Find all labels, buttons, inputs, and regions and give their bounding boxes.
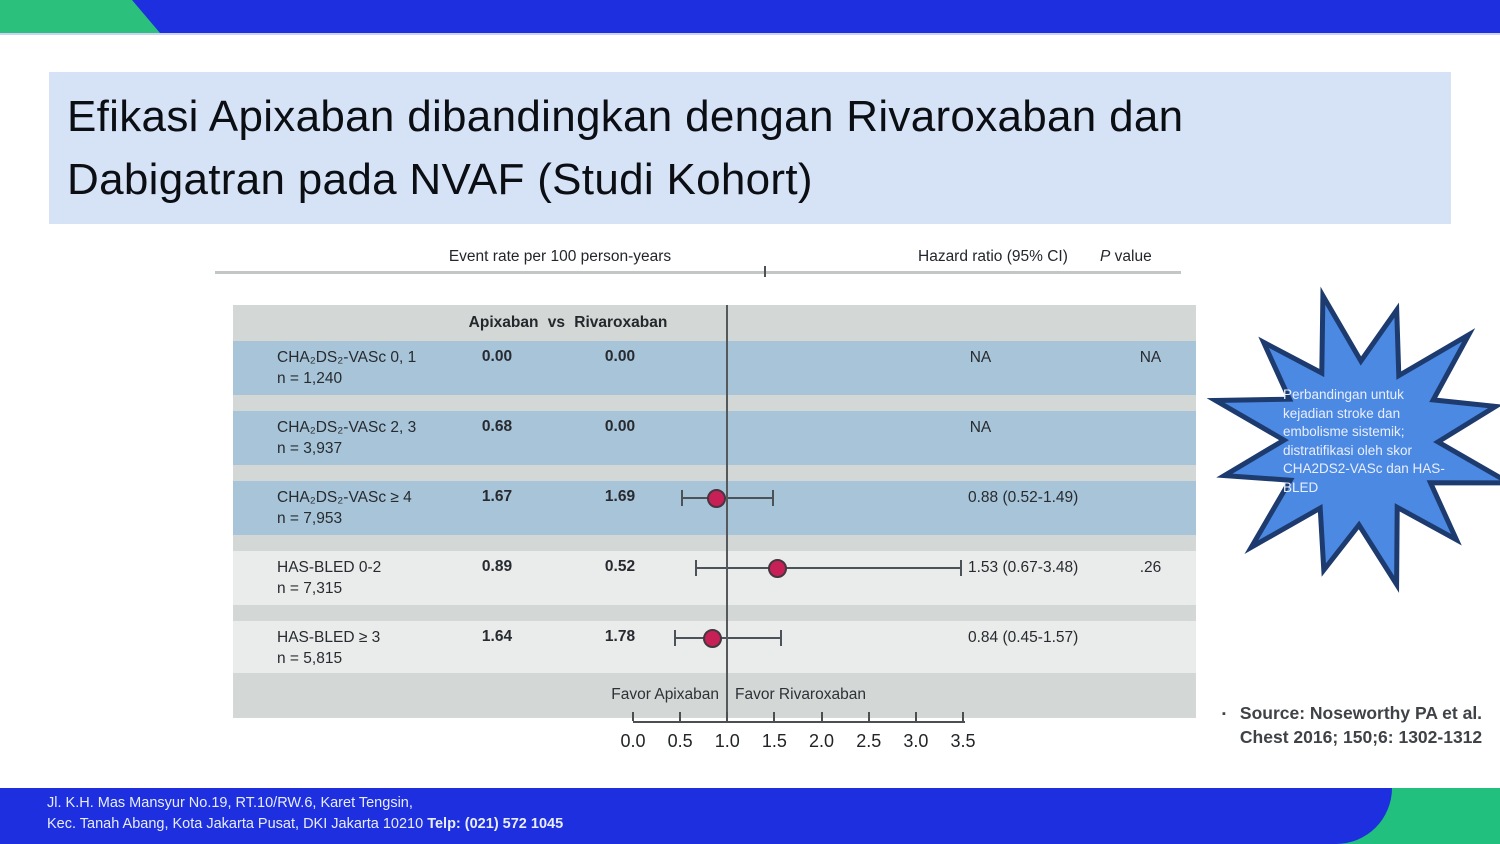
hazard-ratio-value: 0.88 (0.52-1.49) [968,489,1079,506]
reference-line [726,305,728,718]
source-citation [1222,702,1484,749]
hazard-ratio-value: 1.53 (0.67-3.48) [968,559,1079,576]
callout-text: Perbandingan untuk kejadian stroke dan embolisme sistemik; distratifikasi oleh skor CHA2DS2-VASc dan HAS-BLED [1283,387,1445,495]
hazard-ratio-value: NA [969,419,992,436]
x-axis-tick-label: 1.0 [714,731,740,751]
ci-cap-high [772,490,774,506]
rivaroxaban-rate-value: 1.78 [604,628,636,645]
ci-cap-low [674,630,676,646]
table-row [233,551,1196,605]
footer-address-line2: Kec. Tanah Abang, Kota Jakarta Pusat, DKI Jakarta 10210 Telp: (021) 572 1045 [47,816,564,832]
event-rate-header: Event rate per 100 person-years [448,248,672,265]
apixaban-rate-value: 0.68 [481,418,513,435]
header-rule-tick [764,266,766,277]
footer-phone: Telp: (021) 572 1045 [427,816,564,832]
p-value-header-rest: value [1110,248,1152,265]
row-label-n: n = 3,937 [277,440,343,457]
p-value: NA [1139,349,1162,366]
x-axis-tick-label: 3.0 [903,731,929,751]
row-label-main: HAS-BLED ≥ 3 [277,629,381,646]
row-label-n: n = 5,815 [277,650,343,667]
row-label [277,627,380,669]
footer-address-line1: Jl. K.H. Mas Mansyur No.19, RT.10/RW.6, Karet Tengsin, [47,795,413,811]
p-value-header [1100,248,1152,266]
header-rule [215,271,1181,274]
row-label-n: n = 7,953 [277,510,343,527]
title-box [49,72,1451,224]
top-ribbon-divider [0,33,1500,35]
x-axis-tick-label: 0.5 [667,731,693,751]
rivaroxaban-rate-value: 0.00 [604,418,636,435]
rivaroxaban-rate-value: 1.69 [604,488,636,505]
row-label [277,557,381,599]
comparison-group-header: Apixaban vs Rivaroxaban [468,314,668,331]
row-label-n: n = 1,240 [277,370,343,387]
table-row [233,411,1196,465]
ci-cap-high [780,630,782,646]
ci-cap-low [681,490,683,506]
ci-interval-line [696,567,961,569]
x-axis-tick-label: 2.5 [856,731,882,751]
p-value: .26 [1139,559,1162,576]
x-axis-tick [679,712,681,721]
favor-apixaban-label: Favor Apixaban [611,686,719,703]
x-axis-tick [868,712,870,721]
hazard-ratio-point [768,559,787,578]
favor-rivaroxaban-label: Favor Rivaroxaban [735,686,866,703]
forest-plot-table [233,305,1196,718]
slide-title-line1: Efikasi Apixaban dibandingkan dengan Rivaroxaban dan [67,92,1184,141]
x-axis-tick-label: 1.5 [761,731,787,751]
ci-cap-low [695,560,697,576]
apixaban-rate-value: 0.89 [481,558,513,575]
x-axis-tick-label: 3.5 [950,731,976,751]
row-label-main: CHA₂DS₂-VASc 2, 3 [277,419,417,436]
x-axis-tick [773,712,775,721]
hazard-ratio-value: 0.84 (0.45-1.57) [968,629,1079,646]
top-ribbon-blue [0,0,1500,33]
p-value-header-italic: P [1100,248,1111,265]
rivaroxaban-rate-value: 0.00 [604,348,636,365]
row-label [277,417,416,459]
hazard-ratio-point [703,629,722,648]
source-bullet-icon: ▪ [1222,708,1226,720]
hazard-ratio-value: NA [969,349,992,366]
row-label-n: n = 7,315 [277,580,343,597]
apixaban-rate-value: 0.00 [481,348,513,365]
table-row [233,621,1196,673]
apixaban-rate-value: 1.64 [481,628,513,645]
row-label [277,347,416,389]
row-label-main: CHA₂DS₂-VASc ≥ 4 [277,489,412,506]
rivaroxaban-rate-value: 0.52 [604,558,636,575]
x-axis-tick [915,712,917,721]
ci-cap-high [960,560,962,576]
x-axis-line [633,721,965,723]
x-axis-tick [962,712,964,721]
x-axis-tick [821,712,823,721]
x-axis-tick-label: 2.0 [809,731,835,751]
slide-title-line2: Dabigatran pada NVAF (Studi Kohort) [67,155,813,204]
table-row [233,481,1196,535]
table-row [233,341,1196,395]
hazard-ratio-header: Hazard ratio (95% CI) [918,248,1068,265]
source-text: Source: Noseworthy PA et al. Chest 2016; 150;6: 1302-1312 [1239,703,1483,747]
row-label [277,487,412,529]
x-axis-tick [632,712,634,721]
apixaban-rate-value: 1.67 [481,488,513,505]
footer-address [47,793,563,835]
hazard-ratio-point [707,489,726,508]
row-label-main: HAS-BLED 0-2 [277,559,382,576]
row-label-main: CHA₂DS₂-VASc 0, 1 [277,349,417,366]
x-axis-tick [726,712,728,721]
x-axis-tick-label: 0.0 [620,731,646,751]
